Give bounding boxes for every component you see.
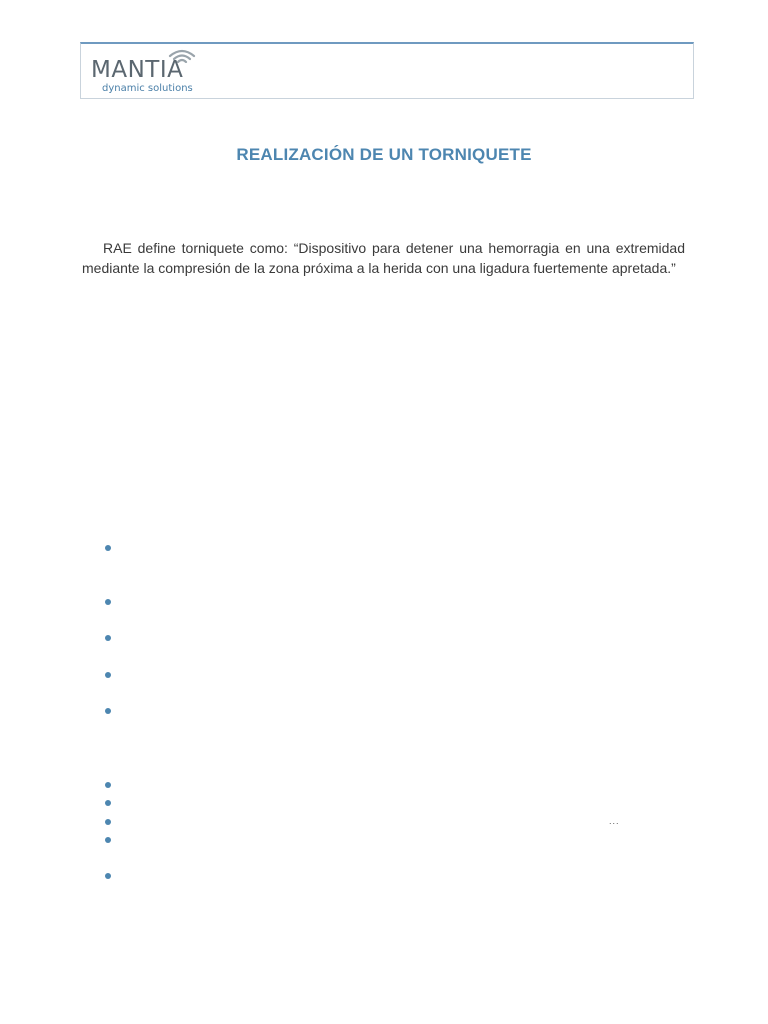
bullet-marker bbox=[105, 599, 111, 605]
bullet-marker bbox=[105, 782, 111, 788]
intro-paragraph: RAE define torniquete como: “Dispositivo para detener una hemorragia en una extremidad mediante la compresión de la zona próxima a la herida con una ligadura fuertemente apretada.” bbox=[82, 240, 685, 276]
document-title: REALIZACIÓN DE UN TORNIQUETE bbox=[236, 145, 532, 164]
bullet-marker bbox=[105, 873, 111, 879]
bullet-marker bbox=[105, 819, 111, 825]
bullet-marker bbox=[105, 635, 111, 641]
bullet-marker bbox=[105, 672, 111, 678]
logo-wordmark: MANTIA bbox=[91, 57, 184, 83]
mantia-logo bbox=[91, 44, 221, 99]
stray-ellipsis: ... bbox=[609, 816, 620, 826]
header-banner bbox=[80, 42, 694, 99]
bullet-marker bbox=[105, 708, 111, 714]
bullet-marker bbox=[105, 837, 111, 843]
bullet-marker bbox=[105, 800, 111, 806]
logo-tagline: dynamic solutions bbox=[102, 83, 193, 94]
bullet-marker bbox=[105, 545, 111, 551]
